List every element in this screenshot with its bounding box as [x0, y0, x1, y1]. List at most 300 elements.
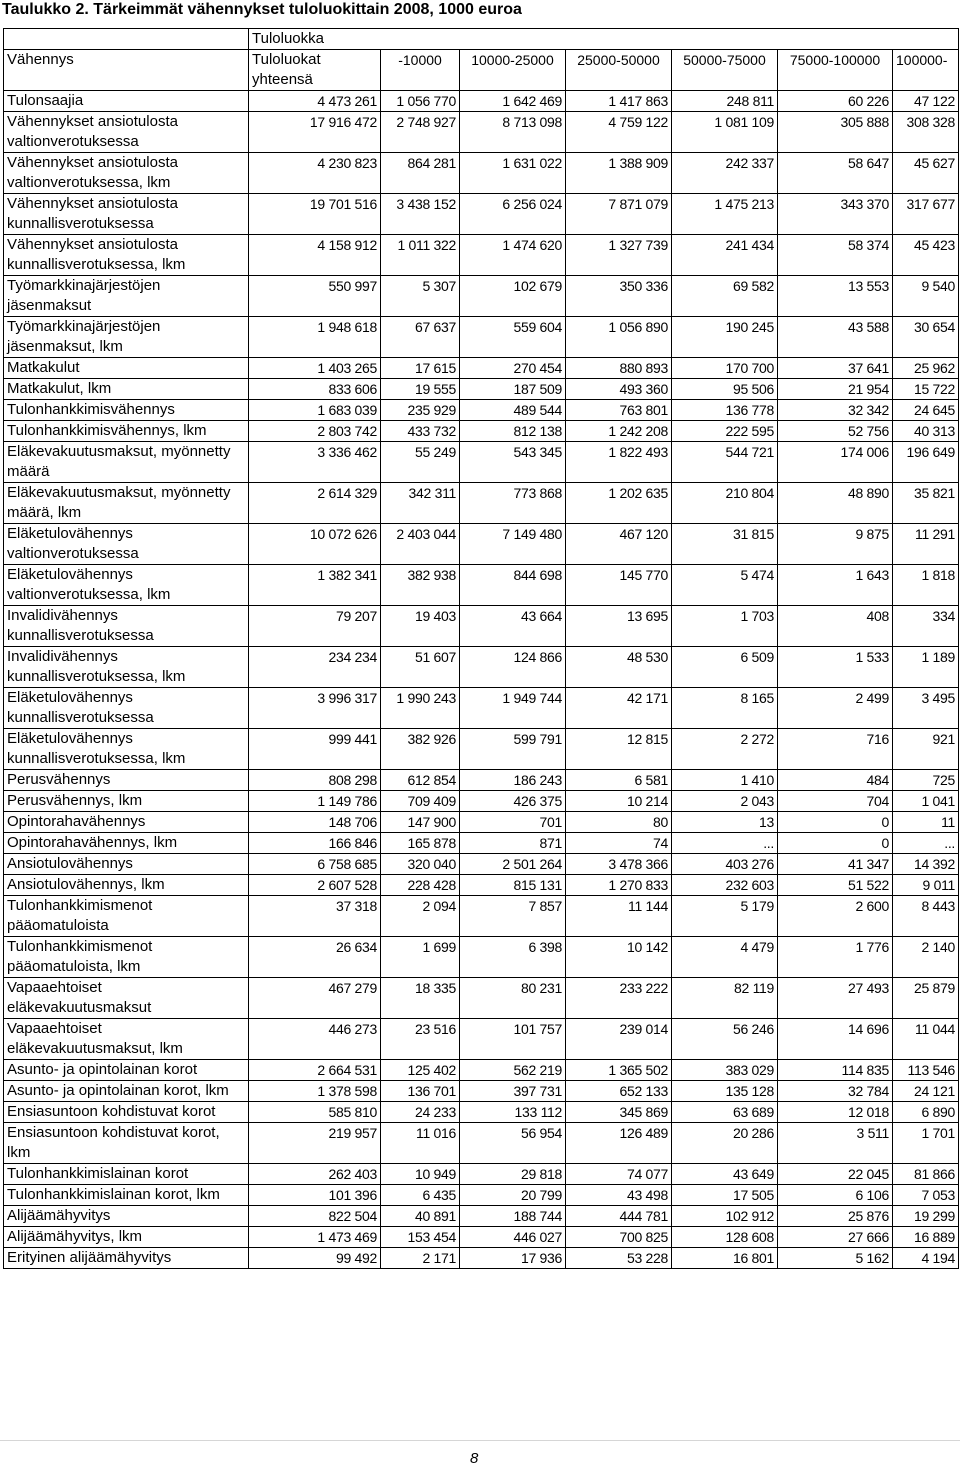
value-cell: 232 603 — [672, 875, 778, 896]
row-label: Opintorahavähennys — [4, 812, 249, 833]
value-cell: 228 428 — [381, 875, 460, 896]
value-cell: 222 595 — [672, 421, 778, 442]
row-label: Vapaaehtoiset eläkevakuutusmaksut — [4, 978, 249, 1019]
value-cell: 102 912 — [672, 1206, 778, 1227]
value-cell: 5 307 — [381, 276, 460, 317]
value-cell: 1 056 890 — [566, 317, 672, 358]
header-column: 50000-75000 — [672, 50, 778, 91]
value-cell: 1 776 — [778, 937, 893, 978]
row-label: Ansiotulovähennys — [4, 854, 249, 875]
value-cell: 11 144 — [566, 896, 672, 937]
table-row — [4, 647, 959, 688]
value-cell: 1 410 — [672, 770, 778, 791]
value-cell: 26 634 — [249, 937, 381, 978]
value-cell: 3 336 462 — [249, 442, 381, 483]
value-cell: 700 825 — [566, 1227, 672, 1248]
table-row — [4, 194, 959, 235]
value-cell: 235 929 — [381, 400, 460, 421]
value-cell: 10 214 — [566, 791, 672, 812]
value-cell: 446 273 — [249, 1019, 381, 1060]
value-cell: 81 866 — [893, 1164, 959, 1185]
row-label: Matkakulut — [4, 358, 249, 379]
footer-divider — [0, 1440, 960, 1441]
value-cell: 308 328 — [893, 112, 959, 153]
value-cell: 1 474 620 — [460, 235, 566, 276]
value-cell: 1 242 208 — [566, 421, 672, 442]
value-cell: 2 614 329 — [249, 483, 381, 524]
value-cell: 484 — [778, 770, 893, 791]
value-cell: 2 600 — [778, 896, 893, 937]
value-cell: 334 — [893, 606, 959, 647]
value-cell: 242 337 — [672, 153, 778, 194]
value-cell: 6 509 — [672, 647, 778, 688]
value-cell: 2 501 264 — [460, 854, 566, 875]
value-cell: 1 948 618 — [249, 317, 381, 358]
value-cell: 74 — [566, 833, 672, 854]
value-cell: 1 631 022 — [460, 153, 566, 194]
value-cell: 188 744 — [460, 1206, 566, 1227]
table-row — [4, 770, 959, 791]
row-label: Tulonhankkimislainan korot — [4, 1164, 249, 1185]
value-cell: 2 043 — [672, 791, 778, 812]
value-cell: 32 784 — [778, 1081, 893, 1102]
row-label: Tulonhankkimislainan korot, lkm — [4, 1185, 249, 1206]
value-cell: 550 997 — [249, 276, 381, 317]
value-cell: 6 581 — [566, 770, 672, 791]
value-cell: 17 916 472 — [249, 112, 381, 153]
table-row — [4, 235, 959, 276]
value-cell: 48 890 — [778, 483, 893, 524]
value-cell: 99 492 — [249, 1248, 381, 1269]
value-cell: ... — [893, 833, 959, 854]
table-body — [4, 91, 959, 1269]
table-row — [4, 1248, 959, 1269]
value-cell: 3 478 366 — [566, 854, 672, 875]
value-cell: 11 044 — [893, 1019, 959, 1060]
value-cell: 43 649 — [672, 1164, 778, 1185]
value-cell: 58 374 — [778, 235, 893, 276]
value-cell: 1 202 635 — [566, 483, 672, 524]
value-cell: 9 540 — [893, 276, 959, 317]
value-cell: 35 821 — [893, 483, 959, 524]
value-cell: 1 822 493 — [566, 442, 672, 483]
value-cell: 350 336 — [566, 276, 672, 317]
page-number: 8 — [470, 1450, 479, 1467]
header-column: 10000-25000 — [460, 50, 566, 91]
header-total-label: yhteensä — [252, 71, 313, 88]
value-cell: 196 649 — [893, 442, 959, 483]
value-cell: 55 249 — [381, 442, 460, 483]
value-cell: 467 120 — [566, 524, 672, 565]
value-cell: 16 889 — [893, 1227, 959, 1248]
value-cell: 234 234 — [249, 647, 381, 688]
value-cell: 45 627 — [893, 153, 959, 194]
value-cell: 562 219 — [460, 1060, 566, 1081]
value-cell: 403 276 — [672, 854, 778, 875]
row-label: Asunto- ja opintolainan korot — [4, 1060, 249, 1081]
value-cell: 37 318 — [249, 896, 381, 937]
table-row — [4, 688, 959, 729]
value-cell: 921 — [893, 729, 959, 770]
value-cell: 136 778 — [672, 400, 778, 421]
value-cell: 467 279 — [249, 978, 381, 1019]
value-cell: 1 990 243 — [381, 688, 460, 729]
row-label: Tulonhankkimismenot pääomatuloista, lkm — [4, 937, 249, 978]
table-row — [4, 1081, 959, 1102]
value-cell: 815 131 — [460, 875, 566, 896]
table-row — [4, 896, 959, 937]
value-cell: 822 504 — [249, 1206, 381, 1227]
value-cell: 585 810 — [249, 1102, 381, 1123]
value-cell: 559 604 — [460, 317, 566, 358]
value-cell: 763 801 — [566, 400, 672, 421]
value-cell: 53 228 — [566, 1248, 672, 1269]
value-cell: 31 815 — [672, 524, 778, 565]
value-cell: 74 077 — [566, 1164, 672, 1185]
value-cell: 1 818 — [893, 565, 959, 606]
table-row — [4, 153, 959, 194]
header-row-label: Vähennys — [4, 50, 249, 91]
value-cell: 239 014 — [566, 1019, 672, 1060]
value-cell: 45 423 — [893, 235, 959, 276]
row-label: Alijäämähyvitys — [4, 1206, 249, 1227]
value-cell: 2 403 044 — [381, 524, 460, 565]
value-cell: 174 006 — [778, 442, 893, 483]
table-header — [4, 29, 959, 91]
value-cell: 397 731 — [460, 1081, 566, 1102]
value-cell: 773 868 — [460, 483, 566, 524]
value-cell: 113 546 — [893, 1060, 959, 1081]
row-label: Tulonhankkimisvähennys, lkm — [4, 421, 249, 442]
value-cell: 82 119 — [672, 978, 778, 1019]
row-label: Vapaaehtoiset eläkevakuutusmaksut, lkm — [4, 1019, 249, 1060]
value-cell: 40 313 — [893, 421, 959, 442]
value-cell: 17 936 — [460, 1248, 566, 1269]
header-column: 75000-100000 — [778, 50, 893, 91]
row-label: Perusvähennys, lkm — [4, 791, 249, 812]
value-cell: 18 335 — [381, 978, 460, 1019]
value-cell: 446 027 — [460, 1227, 566, 1248]
value-cell: 190 245 — [672, 317, 778, 358]
value-cell: 19 555 — [381, 379, 460, 400]
value-cell: 725 — [893, 770, 959, 791]
value-cell: 8 443 — [893, 896, 959, 937]
value-cell: 17 505 — [672, 1185, 778, 1206]
row-label: Tulonhankkimismenot pääomatuloista — [4, 896, 249, 937]
value-cell: 808 298 — [249, 770, 381, 791]
row-label: Työmarkkinajärjestöjen jäsenmaksut, lkm — [4, 317, 249, 358]
value-cell: 2 803 742 — [249, 421, 381, 442]
row-label: Alijäämähyvitys, lkm — [4, 1227, 249, 1248]
value-cell: 871 — [460, 833, 566, 854]
value-cell: 343 370 — [778, 194, 893, 235]
value-cell: 30 654 — [893, 317, 959, 358]
table-row — [4, 1019, 959, 1060]
value-cell: 262 403 — [249, 1164, 381, 1185]
row-label: Eläketulovähennys valtionverotuksessa, lkm — [4, 565, 249, 606]
row-label: Invalidivähennys kunnallisverotuksessa — [4, 606, 249, 647]
value-cell: 63 689 — [672, 1102, 778, 1123]
table-row — [4, 1206, 959, 1227]
table-row — [4, 978, 959, 1019]
value-cell: 1 382 341 — [249, 565, 381, 606]
value-cell: 47 122 — [893, 91, 959, 112]
table-row — [4, 1123, 959, 1164]
value-cell: 4 759 122 — [566, 112, 672, 153]
table-row — [4, 379, 959, 400]
value-cell: 844 698 — [460, 565, 566, 606]
value-cell: 701 — [460, 812, 566, 833]
row-label: Erityinen alijäämähyvitys — [4, 1248, 249, 1269]
value-cell: 11 016 — [381, 1123, 460, 1164]
value-cell: 27 493 — [778, 978, 893, 1019]
value-cell: 1 388 909 — [566, 153, 672, 194]
row-label: Eläketulovähennys valtionverotuksessa — [4, 524, 249, 565]
value-cell: 1 533 — [778, 647, 893, 688]
value-cell: 1 189 — [893, 647, 959, 688]
value-cell: 79 207 — [249, 606, 381, 647]
table-row — [4, 875, 959, 896]
value-cell: 14 392 — [893, 854, 959, 875]
row-label: Opintorahavähennys, lkm — [4, 833, 249, 854]
row-label: Matkakulut, lkm — [4, 379, 249, 400]
value-cell: 14 696 — [778, 1019, 893, 1060]
value-cell: 317 677 — [893, 194, 959, 235]
value-cell: 1 149 786 — [249, 791, 381, 812]
value-cell: 19 299 — [893, 1206, 959, 1227]
value-cell: 165 878 — [381, 833, 460, 854]
row-label: Vähennykset ansiotulosta kunnallisverotuksessa, lkm — [4, 235, 249, 276]
value-cell: 709 409 — [381, 791, 460, 812]
value-cell: 170 700 — [672, 358, 778, 379]
value-cell: 153 454 — [381, 1227, 460, 1248]
table-row — [4, 1102, 959, 1123]
value-cell: 51 522 — [778, 875, 893, 896]
value-cell: 23 516 — [381, 1019, 460, 1060]
value-cell: 6 106 — [778, 1185, 893, 1206]
value-cell: 24 233 — [381, 1102, 460, 1123]
value-cell: 1 701 — [893, 1123, 959, 1164]
table-row — [4, 1164, 959, 1185]
value-cell: 10 949 — [381, 1164, 460, 1185]
value-cell: 1 327 739 — [566, 235, 672, 276]
value-cell: 67 637 — [381, 317, 460, 358]
value-cell: 2 664 531 — [249, 1060, 381, 1081]
value-cell: 2 094 — [381, 896, 460, 937]
row-label: Vähennykset ansiotulosta kunnallisverotuksessa — [4, 194, 249, 235]
value-cell: 2 607 528 — [249, 875, 381, 896]
table-row — [4, 91, 959, 112]
value-cell: 148 706 — [249, 812, 381, 833]
value-cell: 2 748 927 — [381, 112, 460, 153]
value-cell: 43 588 — [778, 317, 893, 358]
value-cell: 305 888 — [778, 112, 893, 153]
table-row — [4, 833, 959, 854]
row-label: Ensiasuntoon kohdistuvat korot, lkm — [4, 1123, 249, 1164]
table-row — [4, 400, 959, 421]
value-cell: 24 645 — [893, 400, 959, 421]
value-cell: 13 695 — [566, 606, 672, 647]
value-cell: 4 230 823 — [249, 153, 381, 194]
value-cell: 1 417 863 — [566, 91, 672, 112]
value-cell: 408 — [778, 606, 893, 647]
value-cell: 544 721 — [672, 442, 778, 483]
row-label: Työmarkkinajärjestöjen jäsenmaksut — [4, 276, 249, 317]
value-cell: 60 226 — [778, 91, 893, 112]
value-cell: 493 360 — [566, 379, 672, 400]
table-row — [4, 317, 959, 358]
value-cell: 12 815 — [566, 729, 672, 770]
header-column: 100000- — [893, 50, 959, 91]
row-label: Perusvähennys — [4, 770, 249, 791]
table-row — [4, 483, 959, 524]
value-cell: 4 473 261 — [249, 91, 381, 112]
value-cell: 19 403 — [381, 606, 460, 647]
value-cell: 186 243 — [460, 770, 566, 791]
row-label: Eläkevakuutusmaksut, myönnetty määrä — [4, 442, 249, 483]
value-cell: 833 606 — [249, 379, 381, 400]
value-cell: 114 835 — [778, 1060, 893, 1081]
value-cell: 52 756 — [778, 421, 893, 442]
value-cell: 27 666 — [778, 1227, 893, 1248]
row-label: Eläketulovähennys kunnallisverotuksessa — [4, 688, 249, 729]
value-cell: 5 179 — [672, 896, 778, 937]
value-cell: 9 011 — [893, 875, 959, 896]
value-cell: 5 474 — [672, 565, 778, 606]
value-cell: 0 — [778, 833, 893, 854]
value-cell: 0 — [778, 812, 893, 833]
value-cell: 320 040 — [381, 854, 460, 875]
value-cell: 599 791 — [460, 729, 566, 770]
value-cell: 1 378 598 — [249, 1081, 381, 1102]
row-label: Invalidivähennys kunnallisverotuksessa, lkm — [4, 647, 249, 688]
value-cell: 426 375 — [460, 791, 566, 812]
value-cell: 32 342 — [778, 400, 893, 421]
value-cell: 166 846 — [249, 833, 381, 854]
header-sub-label — [249, 50, 381, 91]
value-cell: 101 396 — [249, 1185, 381, 1206]
value-cell: 2 272 — [672, 729, 778, 770]
value-cell: 101 757 — [460, 1019, 566, 1060]
value-cell: 147 900 — [381, 812, 460, 833]
value-cell: 2 171 — [381, 1248, 460, 1269]
table-row — [4, 937, 959, 978]
value-cell: 145 770 — [566, 565, 672, 606]
value-cell: 716 — [778, 729, 893, 770]
row-label: Vähennykset ansiotulosta valtionverotuksessa — [4, 112, 249, 153]
table-row — [4, 854, 959, 875]
value-cell: 543 345 — [460, 442, 566, 483]
value-cell: 42 171 — [566, 688, 672, 729]
value-cell: 4 158 912 — [249, 235, 381, 276]
table-row — [4, 421, 959, 442]
value-cell: 1 683 039 — [249, 400, 381, 421]
value-cell: 233 222 — [566, 978, 672, 1019]
value-cell: 342 311 — [381, 483, 460, 524]
value-cell: 11 — [893, 812, 959, 833]
value-cell: 124 866 — [460, 647, 566, 688]
table-row — [4, 442, 959, 483]
value-cell: 382 926 — [381, 729, 460, 770]
value-cell: 1 056 770 — [381, 91, 460, 112]
value-cell: 8 713 098 — [460, 112, 566, 153]
value-cell: 1 041 — [893, 791, 959, 812]
value-cell: 3 495 — [893, 688, 959, 729]
value-cell: 7 857 — [460, 896, 566, 937]
header-group-label: Tuloluokka — [249, 29, 959, 50]
table-row — [4, 112, 959, 153]
value-cell: 187 509 — [460, 379, 566, 400]
value-cell: 1 473 469 — [249, 1227, 381, 1248]
value-cell: 7 149 480 — [460, 524, 566, 565]
value-cell: 102 679 — [460, 276, 566, 317]
value-cell: 1 643 — [778, 565, 893, 606]
value-cell: 241 434 — [672, 235, 778, 276]
row-label: Tulonsaajia — [4, 91, 249, 112]
value-cell: 219 957 — [249, 1123, 381, 1164]
value-cell: 1 011 322 — [381, 235, 460, 276]
value-cell: 24 121 — [893, 1081, 959, 1102]
value-cell: 41 347 — [778, 854, 893, 875]
deductions-table — [3, 28, 959, 1269]
row-label: Ensiasuntoon kohdistuvat korot — [4, 1102, 249, 1123]
value-cell: 56 246 — [672, 1019, 778, 1060]
value-cell: 6 398 — [460, 937, 566, 978]
value-cell: 4 194 — [893, 1248, 959, 1269]
value-cell: 16 801 — [672, 1248, 778, 1269]
value-cell: 612 854 — [381, 770, 460, 791]
value-cell: 2 499 — [778, 688, 893, 729]
value-cell: 20 286 — [672, 1123, 778, 1164]
value-cell: 128 608 — [672, 1227, 778, 1248]
value-cell: 6 758 685 — [249, 854, 381, 875]
table-row — [4, 358, 959, 379]
value-cell: 19 701 516 — [249, 194, 381, 235]
value-cell: 8 165 — [672, 688, 778, 729]
value-cell: 51 607 — [381, 647, 460, 688]
value-cell: 43 664 — [460, 606, 566, 647]
value-cell: 80 — [566, 812, 672, 833]
value-cell: 95 506 — [672, 379, 778, 400]
value-cell: 56 954 — [460, 1123, 566, 1164]
value-cell: 9 875 — [778, 524, 893, 565]
value-cell: 13 553 — [778, 276, 893, 317]
value-cell: 4 479 — [672, 937, 778, 978]
value-cell: 3 511 — [778, 1123, 893, 1164]
value-cell: 1 642 469 — [460, 91, 566, 112]
header-column: -10000 — [381, 50, 460, 91]
value-cell: 11 291 — [893, 524, 959, 565]
value-cell: 652 133 — [566, 1081, 672, 1102]
value-cell: 40 891 — [381, 1206, 460, 1227]
table-row — [4, 791, 959, 812]
value-cell: 3 996 317 — [249, 688, 381, 729]
value-cell: 383 029 — [672, 1060, 778, 1081]
header-sub-label-text: Tuloluokat — [252, 51, 321, 68]
value-cell: 7 871 079 — [566, 194, 672, 235]
value-cell: 2 140 — [893, 937, 959, 978]
value-cell: 1 403 265 — [249, 358, 381, 379]
row-label: Vähennykset ansiotulosta valtionverotuksessa, lkm — [4, 153, 249, 194]
value-cell: 880 893 — [566, 358, 672, 379]
value-cell: ... — [672, 833, 778, 854]
value-cell: 25 876 — [778, 1206, 893, 1227]
table-row — [4, 276, 959, 317]
value-cell: 5 162 — [778, 1248, 893, 1269]
value-cell: 6 435 — [381, 1185, 460, 1206]
value-cell: 1 949 744 — [460, 688, 566, 729]
value-cell: 489 544 — [460, 400, 566, 421]
